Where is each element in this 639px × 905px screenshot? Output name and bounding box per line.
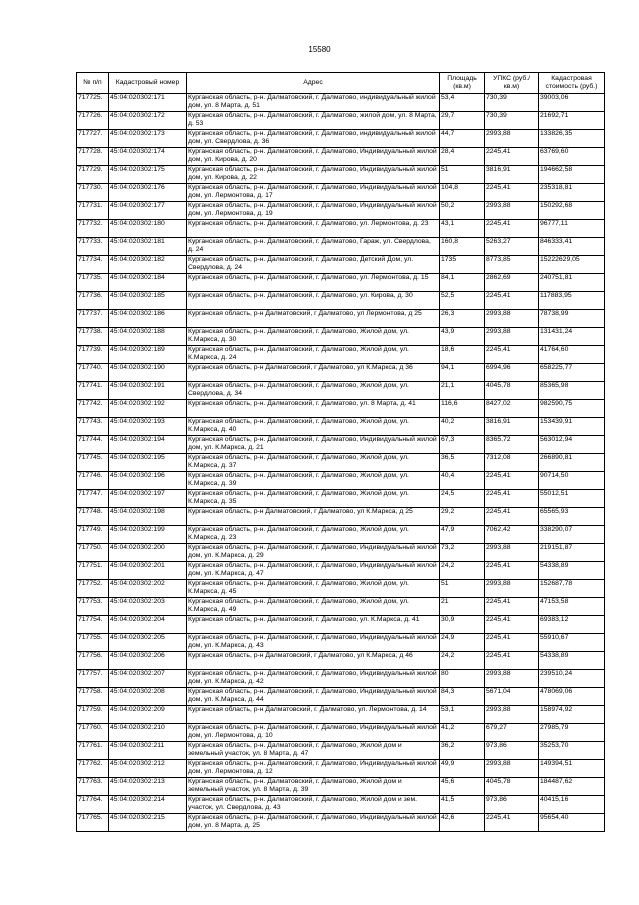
cell-area: 41,5 [440,796,485,814]
table-row [77,418,605,436]
cell-area: 30,9 [440,616,485,634]
cell-area: 50,2 [440,202,485,220]
cell-area: 43,9 [440,328,485,346]
cell-area: 67,3 [440,436,485,454]
cell-cadastral-number: 45:04:020302:182 [109,256,187,274]
cell-upks: 5263,27 [485,238,539,256]
cell-address: Курганская область, р-н. Далматовский, г. Далматово, Жилой дом, ул. К.Маркса, д. 49 [187,598,440,616]
cell-address: Курганская область, р-н. Далматовский, г. Далматово, Жилой дом и зем. участок, ул. Свердлова, д. 43 [187,796,440,814]
cell-cadastral-number: 45:04:020302:181 [109,238,187,256]
cell-area: 1735 [440,256,485,274]
cell-upks: 2245,41 [485,490,539,508]
cell-cadastral-value: 54338,89 [539,652,605,670]
cell-area: 53,4 [440,94,485,112]
cell-cadastral-value: 55910,67 [539,634,605,652]
cell-area: 36,2 [440,742,485,760]
cell-number: 717734. [77,256,109,274]
header-area: Площадь (кв.м) [440,73,485,94]
cell-area: 49,9 [440,760,485,778]
cell-upks: 730,39 [485,112,539,130]
cell-number: 717755. [77,634,109,652]
cell-cadastral-value: 150292,68 [539,202,605,220]
table-row [77,112,605,130]
cell-upks: 2993,88 [485,670,539,688]
cell-upks: 973,86 [485,796,539,814]
cell-upks: 2245,41 [485,472,539,490]
cell-cadastral-number: 45:04:020302:184 [109,274,187,292]
cell-area: 44,7 [440,130,485,148]
cell-area: 24,2 [440,652,485,670]
table-row [77,454,605,472]
cell-cadastral-number: 45:04:020302:201 [109,562,187,580]
cell-upks: 2245,41 [485,292,539,310]
cell-cadastral-number: 45:04:020302:171 [109,94,187,112]
header-address: Адрес [187,73,440,94]
cell-area: 29,2 [440,508,485,526]
cell-upks: 2993,88 [485,202,539,220]
cell-address: Курганская область, р-н. Далматовский, г. Далматово, Жилой дом и земельный участок, ул. 8 Марта, д. 47 [187,742,440,760]
cell-upks: 2245,41 [485,652,539,670]
cell-number: 717747. [77,490,109,508]
cell-number: 717754. [77,616,109,634]
cell-cadastral-value: 194662,58 [539,166,605,184]
cell-address: Курганская область, р-н. Далматовский, г. Далматово, Индивидуальный жилой дом, ул. К.Маркса, д. 42 [187,670,440,688]
cell-cadastral-number: 45:04:020302:194 [109,436,187,454]
table-row [77,148,605,166]
cell-cadastral-value: 40415,16 [539,796,605,814]
cell-number: 717746. [77,472,109,490]
cell-cadastral-value: 149394,51 [539,760,605,778]
cell-cadastral-value: 63769,60 [539,148,605,166]
cell-cadastral-value: 184487,62 [539,778,605,796]
cell-address: Курганская область, р-н Далматовский, г Далматово, ул Лермонтова, д 25 [187,310,440,328]
cell-area: 116,6 [440,400,485,418]
cell-cadastral-number: 45:04:020302:207 [109,670,187,688]
cell-number: 717742. [77,400,109,418]
cell-upks: 7312,08 [485,454,539,472]
cell-number: 717752. [77,580,109,598]
cell-area: 51 [440,580,485,598]
table-row [77,742,605,760]
table-row [77,256,605,274]
cell-cadastral-number: 45:04:020302:190 [109,364,187,382]
cell-area: 80 [440,670,485,688]
table-row [77,310,605,328]
cell-cadastral-number: 45:04:020302:212 [109,760,187,778]
table-row [77,328,605,346]
cell-number: 717741. [77,382,109,400]
cell-cadastral-value: 90714,50 [539,472,605,490]
cell-address: Курганская область, р-н. Далматовский, г. Далматово, Индивидуальный жилой дом, ул. К.Маркса, д. 44 [187,688,440,706]
cell-cadastral-number: 45:04:020302:211 [109,742,187,760]
cell-area: 84,3 [440,688,485,706]
cell-number: 717744. [77,436,109,454]
cell-number: 717728. [77,148,109,166]
header-cadastral-number: Кадастровый номер [109,73,187,94]
table-row [77,670,605,688]
cell-address: Курганская область, р-н. Далматовский, г. Далматово, ул. К.Маркса, д. 41 [187,616,440,634]
cell-number: 717749. [77,526,109,544]
cell-upks: 2245,41 [485,634,539,652]
cell-upks: 2245,41 [485,508,539,526]
cell-number: 717735. [77,274,109,292]
cell-cadastral-value: 846333,41 [539,238,605,256]
cell-area: 28,4 [440,148,485,166]
cell-upks: 2245,41 [485,148,539,166]
cell-number: 717738. [77,328,109,346]
cell-cadastral-value: 95654,40 [539,814,605,832]
cell-cadastral-value: 47153,58 [539,598,605,616]
cell-area: 42,6 [440,814,485,832]
cell-cadastral-value: 117883,95 [539,292,605,310]
table-row [77,166,605,184]
table-row [77,274,605,292]
cell-address: Курганская область, р-н. Далматовский, г. Далматово, Жилой дом, ул. К.Маркса, д. 35 [187,490,440,508]
cell-area: 29,7 [440,112,485,130]
cell-cadastral-number: 45:04:020302:213 [109,778,187,796]
cell-address: Курганская область, р-н. Далматовский, г. Далматово, Жилой дом, ул. К.Маркса, д. 24 [187,346,440,364]
cell-number: 717765. [77,814,109,832]
cell-address: Курганская область, р-н. Далматовский, г. Далматово, Индивидуальный жилой дом, ул. Лермонтова, д. 12 [187,760,440,778]
cell-cadastral-value: 39003,06 [539,94,605,112]
cell-number: 717740. [77,364,109,382]
cell-cadastral-number: 45:04:020302:200 [109,544,187,562]
cell-number: 717759. [77,706,109,724]
cell-number: 717750. [77,544,109,562]
cell-area: 41,2 [440,724,485,742]
table-row [77,292,605,310]
cell-upks: 2993,88 [485,706,539,724]
cell-address: Курганская область, р-н. Далматовский, г. Далматово, ул. Лермонтова, д. 15 [187,274,440,292]
table-row [77,814,605,832]
cell-area: 24,5 [440,490,485,508]
table-row [77,364,605,382]
cell-cadastral-number: 45:04:020302:198 [109,508,187,526]
cell-address: Курганская область, р-н. Далматовский, г. Далматово, Жилой дом, ул. К.Маркса, д. 40 [187,418,440,436]
table-header-row [77,73,605,94]
cell-number: 717730. [77,184,109,202]
cell-address: Курганская область, р-н. Далматовский, г. Далматово, жилой дом, ул. 8 Марта, д. 53 [187,112,440,130]
table-row [77,760,605,778]
cell-upks: 2993,88 [485,328,539,346]
cell-address: Курганская область, р-н. Далматовский, г. Далматово, Индивидуальный жилой дом, ул. Лермонтова, д. 17 [187,184,440,202]
cell-cadastral-number: 45:04:020302:209 [109,706,187,724]
cell-address: Курганская область, р-н. Далматовский, г. Далматово, Жилой дом, ул. К.Маркса, д. 23 [187,526,440,544]
cell-cadastral-number: 45:04:020302:205 [109,634,187,652]
cell-number: 717753. [77,598,109,616]
cell-cadastral-number: 45:04:020302:206 [109,652,187,670]
cell-area: 43,1 [440,220,485,238]
cell-cadastral-value: 239510,24 [539,670,605,688]
cell-number: 717764. [77,796,109,814]
cell-area: 24,9 [440,634,485,652]
cell-area: 73,2 [440,544,485,562]
cell-cadastral-number: 45:04:020302:176 [109,184,187,202]
cell-upks: 2245,41 [485,184,539,202]
cell-upks: 2245,41 [485,220,539,238]
cell-cadastral-value: 219151,87 [539,544,605,562]
cell-cadastral-number: 45:04:020302:196 [109,472,187,490]
cell-area: 40,2 [440,418,485,436]
table-row [77,130,605,148]
cell-cadastral-number: 45:04:020302:175 [109,166,187,184]
cell-upks: 6994,96 [485,364,539,382]
cell-cadastral-number: 45:04:020302:173 [109,130,187,148]
cell-address: Курганская область, р-н. Далматовский, г. Далматово, Жилой дом, ул. К.Маркса, д. 37 [187,454,440,472]
table-row [77,490,605,508]
cell-number: 717762. [77,760,109,778]
cell-upks: 2993,88 [485,310,539,328]
cell-address: Курганская область, р-н. Далматовский, г. Далматово, индивидуальный жилой дом, ул. Свердлова, д. 36 [187,130,440,148]
cell-cadastral-value: 266890,81 [539,454,605,472]
cell-upks: 2993,88 [485,760,539,778]
cell-area: 160,8 [440,238,485,256]
cell-address: Курганская область, р-н. Далматовский, г. Далматово, Индивидуальный жилой дом, ул. К.Маркса, д. 43 [187,634,440,652]
cell-number: 717761. [77,742,109,760]
cell-upks: 2245,41 [485,598,539,616]
cell-cadastral-number: 45:04:020302:195 [109,454,187,472]
cell-upks: 2993,88 [485,580,539,598]
page-number: 15580 [308,45,331,54]
cell-area: 45,6 [440,778,485,796]
cell-cadastral-number: 45:04:020302:204 [109,616,187,634]
table-row [77,526,605,544]
cell-cadastral-number: 45:04:020302:193 [109,418,187,436]
cell-cadastral-value: 35253,70 [539,742,605,760]
cell-upks: 679,27 [485,724,539,742]
cell-cadastral-value: 69383,12 [539,616,605,634]
table-row [77,634,605,652]
cell-area: 52,5 [440,292,485,310]
cell-address: Курганская область, р-н. Далматовский, г. Далматово, Детский Дом, ул. Свердлова, д. 24 [187,256,440,274]
cell-number: 717731. [77,202,109,220]
cell-area: 21,1 [440,382,485,400]
cell-cadastral-value: 131431,24 [539,328,605,346]
cell-cadastral-value: 27985,79 [539,724,605,742]
cell-address: Курганская область, р-н. Далматовский, г. Далматово, Индивидуальный жилой дом, ул. Кирова, д. 20 [187,148,440,166]
cell-address: Курганская область, р-н Далматовский, г Далматово, ул К.Маркса, д 46 [187,652,440,670]
cell-cadastral-number: 45:04:020302:191 [109,382,187,400]
cell-cadastral-value: 158974,92 [539,706,605,724]
table-row [77,202,605,220]
cell-number: 717758. [77,688,109,706]
cell-cadastral-number: 45:04:020302:192 [109,400,187,418]
cell-address: Курганская область, р-н Далматовский, г Далматово, ул К.Маркса, д 25 [187,508,440,526]
cell-cadastral-value: 85365,98 [539,382,605,400]
cell-number: 717736. [77,292,109,310]
cell-cadastral-number: 45:04:020302:202 [109,580,187,598]
cell-cadastral-number: 45:04:020302:180 [109,220,187,238]
cell-address: Курганская область, р-н. Далматовский, г. Далматово, Жилой дом и земельный участок, ул. 8 Марта, д. 39 [187,778,440,796]
cell-number: 717739. [77,346,109,364]
cell-upks: 7062,42 [485,526,539,544]
header-number: № п/п [77,73,109,94]
cell-cadastral-number: 45:04:020302:203 [109,598,187,616]
cell-address: Курганская область, р-н. Далматовский, г. Далматово, Индивидуальный жилой дом, ул. Лермонтова, д. 19 [187,202,440,220]
cell-number: 717732. [77,220,109,238]
cell-cadastral-number: 45:04:020302:188 [109,328,187,346]
cell-address: Курганская область, р-н. Далматовский, г. Далматово, Жилой дом, ул. К.Маркса, д. 39 [187,472,440,490]
cell-number: 717748. [77,508,109,526]
cell-number: 717725. [77,94,109,112]
table-row [77,508,605,526]
cell-address: Курганская область, р-н. Далматовский, г. Далматово, Индивидуальный жилой дом, ул. Лермонтова, д. 10 [187,724,440,742]
cell-cadastral-value: 658225,77 [539,364,605,382]
cell-upks: 8773,85 [485,256,539,274]
cell-cadastral-value: 240751,81 [539,274,605,292]
cell-address: Курганская область, р-н. Далматовский, г. Далматово, ул. 8 Марта, д. 41 [187,400,440,418]
cell-cadastral-value: 338290,07 [539,526,605,544]
cell-cadastral-number: 45:04:020302:172 [109,112,187,130]
cell-cadastral-value: 78738,99 [539,310,605,328]
table-row [77,346,605,364]
cell-cadastral-value: 96777,11 [539,220,605,238]
cell-area: 53,1 [440,706,485,724]
header-upks: УПКС (руб./кв.м) [485,73,539,94]
cell-cadastral-number: 45:04:020302:210 [109,724,187,742]
cell-address: Курганская область, р-н Далматовский, г Далматово, ул К.Маркса, д 36 [187,364,440,382]
cell-cadastral-number: 45:04:020302:214 [109,796,187,814]
cell-cadastral-value: 563012,94 [539,436,605,454]
cell-upks: 2993,88 [485,544,539,562]
cell-address: Курганская область, р-н. Далматовский, г. Далматово, ул. Кирова, д. 30 [187,292,440,310]
cell-address: Курганская область, р-н. Далматовский, г. Далматово, ул. Лермонтова, д. 23 [187,220,440,238]
cell-cadastral-number: 45:04:020302:186 [109,310,187,328]
table-row [77,724,605,742]
table-row [77,598,605,616]
cell-number: 717729. [77,166,109,184]
cell-address: Курганская область, р-н. Далматовский, г. Далматово, Жилой дом, ул. К.Маркса, д. 30 [187,328,440,346]
cell-upks: 2993,88 [485,130,539,148]
table-row [77,796,605,814]
cell-area: 51 [440,166,485,184]
cell-upks: 3816,91 [485,166,539,184]
table-row [77,472,605,490]
cell-upks: 8365,72 [485,436,539,454]
cell-number: 717726. [77,112,109,130]
cell-address: Курганская область, р-н. Далматовский, г. Далматово, Индивидуальный жилой дом, ул. К.Маркса, д. 21 [187,436,440,454]
cell-area: 26,3 [440,310,485,328]
cell-cadastral-value: 15222629,05 [539,256,605,274]
cell-cadastral-value: 152687,78 [539,580,605,598]
cell-cadastral-value: 235318,81 [539,184,605,202]
cell-upks: 4045,78 [485,778,539,796]
cell-number: 717743. [77,418,109,436]
table-row [77,652,605,670]
cell-number: 717751. [77,562,109,580]
cell-address: Курганская область, р-н. Далматовский, г. Далматово, Индивидуальный жилой дом, ул. Кирова, д. 22 [187,166,440,184]
cell-cadastral-value: 65565,93 [539,508,605,526]
cell-number: 717733. [77,238,109,256]
cell-cadastral-value: 55012,51 [539,490,605,508]
cell-number: 717757. [77,670,109,688]
cell-cadastral-number: 45:04:020302:208 [109,688,187,706]
cell-address: Курганская область, р-н. Далматовский, г. Далматово, Гараж, ул. Свердлова, д. 24 [187,238,440,256]
cell-address: Курганская область, р-н. Далматовский, г. Далматово, Жилой дом, ул. К.Маркса, д. 45 [187,580,440,598]
cell-address: Курганская область, р-н. Далматовский, г. Далматово, Индивидуальный жилой дом, ул. К.Маркса, д. 47 [187,562,440,580]
cell-area: 104,8 [440,184,485,202]
cell-address: Курганская область, р-н. Далматовский, г. Далматово, Жилой дом, ул. Свердлова, д. 34 [187,382,440,400]
cell-address: Курганская область, р-н. Далматовский, г. Далматово, Индивидуальный жилой дом, ул. 8 Марта, д. 25 [187,814,440,832]
table-body [77,94,605,832]
cell-number: 717756. [77,652,109,670]
cell-cadastral-value: 478069,06 [539,688,605,706]
table-row [77,580,605,598]
table-row [77,706,605,724]
cell-cadastral-value: 54338,89 [539,562,605,580]
cell-number: 717763. [77,778,109,796]
cell-area: 94,1 [440,364,485,382]
cell-cadastral-value: 982590,75 [539,400,605,418]
table-row [77,184,605,202]
cell-upks: 2245,41 [485,346,539,364]
cell-upks: 730,39 [485,94,539,112]
cell-area: 24,2 [440,562,485,580]
cell-address: Курганская область, р-н. Далматовский, г. Далматово, Индивидуальный жилой дом, ул. К.Маркса, д. 29 [187,544,440,562]
cell-upks: 2245,41 [485,814,539,832]
table-row [77,544,605,562]
cell-cadastral-number: 45:04:020302:174 [109,148,187,166]
cell-area: 40,4 [440,472,485,490]
cell-area: 18,6 [440,346,485,364]
cadastral-table [76,72,605,832]
cell-number: 717745. [77,454,109,472]
cell-area: 47,9 [440,526,485,544]
table-row [77,94,605,112]
table-row [77,220,605,238]
cell-cadastral-value: 133826,35 [539,130,605,148]
cell-number: 717727. [77,130,109,148]
cell-address: Курганская область, р-н. Далматовский, г. Далматово, индивидуальный жилой дом, ул. 8 Марта, д. 51 [187,94,440,112]
cell-upks: 2862,69 [485,274,539,292]
table-row [77,562,605,580]
table-row [77,382,605,400]
cell-upks: 2245,41 [485,562,539,580]
table-row [77,400,605,418]
cell-upks: 973,86 [485,742,539,760]
cell-cadastral-value: 41764,60 [539,346,605,364]
header-cadastral-value: Кадастровая стоимость (руб.) [539,73,605,94]
cell-cadastral-value: 21692,71 [539,112,605,130]
cell-area: 84,1 [440,274,485,292]
cell-upks: 4045,78 [485,382,539,400]
cell-upks: 2245,41 [485,616,539,634]
cell-cadastral-number: 45:04:020302:197 [109,490,187,508]
cell-cadastral-number: 45:04:020302:215 [109,814,187,832]
table-row [77,778,605,796]
cell-cadastral-number: 45:04:020302:185 [109,292,187,310]
cell-area: 21 [440,598,485,616]
cell-number: 717737. [77,310,109,328]
cell-address: Курганская область, р-н Далматовский, г. Далматово, ул. Лермонтова, д. 14 [187,706,440,724]
cell-cadastral-number: 45:04:020302:199 [109,526,187,544]
cell-number: 717760. [77,724,109,742]
cell-area: 36,5 [440,454,485,472]
table-row [77,238,605,256]
cell-cadastral-number: 45:04:020302:189 [109,346,187,364]
cell-cadastral-value: 153439,91 [539,418,605,436]
table-row [77,436,605,454]
table-row [77,688,605,706]
cell-cadastral-number: 45:04:020302:177 [109,202,187,220]
table-row [77,616,605,634]
cell-upks: 5671,04 [485,688,539,706]
cell-upks: 8427,02 [485,400,539,418]
cell-upks: 3816,91 [485,418,539,436]
